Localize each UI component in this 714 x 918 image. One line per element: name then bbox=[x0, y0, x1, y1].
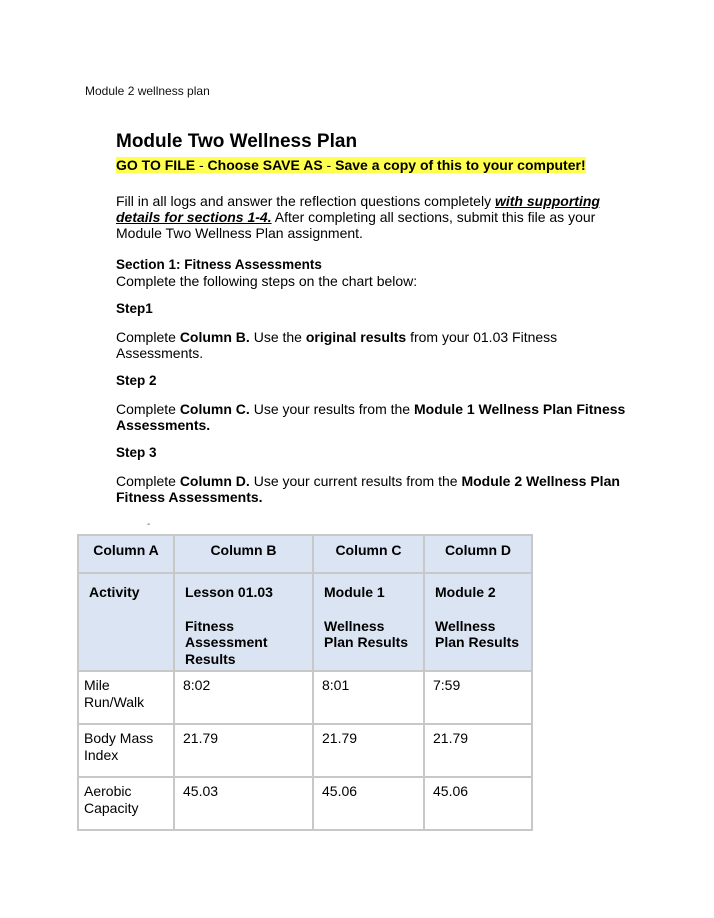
subheader-line1: Lesson 01.03 bbox=[185, 584, 273, 600]
step-3-text bbox=[116, 473, 636, 505]
document-title: Module Two Wellness Plan bbox=[116, 131, 358, 152]
table-row bbox=[78, 724, 532, 777]
step-3-column: Column D. bbox=[179, 473, 250, 489]
cell-column-b[interactable] bbox=[174, 671, 313, 724]
step-1-bold: original results bbox=[305, 329, 407, 345]
cell-column-b[interactable] bbox=[174, 777, 313, 830]
cell-column-d[interactable] bbox=[424, 724, 532, 777]
step-1-post: from your 01.03 Fitness Assessments. bbox=[116, 329, 558, 361]
intro-end: After completing all sections, submit this file as your Module Two Wellness Plan assignment. bbox=[116, 209, 596, 241]
step-2-mid: Use your results from the bbox=[249, 401, 414, 417]
cell-column-c[interactable] bbox=[313, 671, 424, 724]
subheader-module-2 bbox=[424, 573, 532, 671]
table-subheader-row bbox=[78, 573, 532, 671]
step-3-mid: Use your current results from the bbox=[249, 473, 462, 489]
cell-text: Body Mass Index bbox=[84, 730, 154, 763]
cell-text: 21.79 bbox=[322, 730, 358, 746]
header-column-a bbox=[78, 535, 174, 573]
subheader-line2: Wellness Plan Results bbox=[435, 617, 520, 650]
save-instruction-banner bbox=[116, 156, 636, 175]
header-label: Column A bbox=[93, 542, 159, 558]
step-1-mid: Use the bbox=[249, 329, 306, 345]
cell-column-c[interactable] bbox=[313, 777, 424, 830]
intro-emphasis: with supporting details for sections 1-4. bbox=[116, 193, 600, 225]
step-2-text bbox=[116, 401, 636, 433]
cell-column-b[interactable] bbox=[174, 724, 313, 777]
subheader-module-1 bbox=[313, 573, 424, 671]
stray-dash: - bbox=[147, 519, 151, 530]
header-label: Column B bbox=[210, 542, 277, 558]
subheader-activity bbox=[78, 573, 174, 671]
cell-text: 7:59 bbox=[433, 677, 461, 693]
step-2-title: Step 2 bbox=[116, 373, 157, 388]
step-3-pre: Complete bbox=[116, 473, 180, 489]
step-1-column: Column B. bbox=[179, 329, 250, 345]
step-1-title: Step1 bbox=[116, 301, 153, 316]
page-header: Module 2 wellness plan bbox=[85, 84, 210, 98]
cell-text: 45.06 bbox=[433, 783, 469, 799]
cell-text: Aerobic Capacity bbox=[84, 783, 139, 816]
cell-text: 8:01 bbox=[322, 677, 350, 693]
table-row bbox=[78, 777, 532, 830]
cell-text: 21.79 bbox=[433, 730, 469, 746]
header-column-b bbox=[174, 535, 313, 573]
subheader-line1: Module 2 bbox=[435, 584, 496, 600]
banner-part-1: GO TO FILE bbox=[116, 157, 196, 173]
subheader-line1: Activity bbox=[89, 584, 140, 600]
subheader-lesson bbox=[174, 573, 313, 671]
subheader-line1: Module 1 bbox=[324, 584, 385, 600]
table-header-row bbox=[78, 535, 532, 573]
header-column-d bbox=[424, 535, 532, 573]
banner-part-3: Save a copy of this to your computer! bbox=[335, 157, 586, 173]
step-1-text bbox=[116, 329, 636, 361]
header-label: Column D bbox=[444, 542, 512, 558]
cell-column-d[interactable] bbox=[424, 777, 532, 830]
intro-paragraph bbox=[116, 193, 636, 241]
banner-sep-1: - bbox=[195, 157, 208, 173]
cell-text: 45.06 bbox=[322, 783, 358, 799]
table-row bbox=[78, 671, 532, 724]
section-1-subtitle: Complete the following steps on the chart below: bbox=[116, 273, 418, 289]
cell-text: Mile Run/Walk bbox=[84, 677, 145, 710]
cell-activity[interactable] bbox=[78, 671, 174, 724]
cell-activity[interactable] bbox=[78, 777, 174, 830]
document-body bbox=[116, 130, 636, 505]
subheader-line2: Wellness Plan Results bbox=[324, 617, 409, 650]
fitness-assessment-table bbox=[77, 534, 533, 831]
step-2-column: Column C. bbox=[179, 401, 250, 417]
cell-column-c[interactable] bbox=[313, 724, 424, 777]
banner-part-2: Choose SAVE AS bbox=[207, 157, 323, 173]
header-label: Column C bbox=[335, 542, 402, 558]
step-3-title: Step 3 bbox=[116, 445, 157, 460]
cell-text: 8:02 bbox=[183, 677, 211, 693]
cell-column-d[interactable] bbox=[424, 671, 532, 724]
intro-start: Fill in all logs and answer the reflection questions completely bbox=[116, 193, 495, 209]
banner-sep-2: - bbox=[322, 157, 336, 173]
section-1-title: Section 1: Fitness Assessments bbox=[116, 257, 322, 272]
cell-activity[interactable] bbox=[78, 724, 174, 777]
step-1-pre: Complete bbox=[116, 329, 180, 345]
step-2-pre: Complete bbox=[116, 401, 180, 417]
step-2-bold: Module 1 Wellness Plan Fitness Assessments. bbox=[116, 401, 626, 433]
header-column-c bbox=[313, 535, 424, 573]
step-3-bold: Module 2 Wellness Plan Fitness Assessments. bbox=[116, 473, 620, 505]
cell-text: 21.79 bbox=[183, 730, 219, 746]
cell-text: 45.03 bbox=[183, 783, 219, 799]
subheader-line2: Fitness Assessment Results bbox=[185, 617, 268, 667]
